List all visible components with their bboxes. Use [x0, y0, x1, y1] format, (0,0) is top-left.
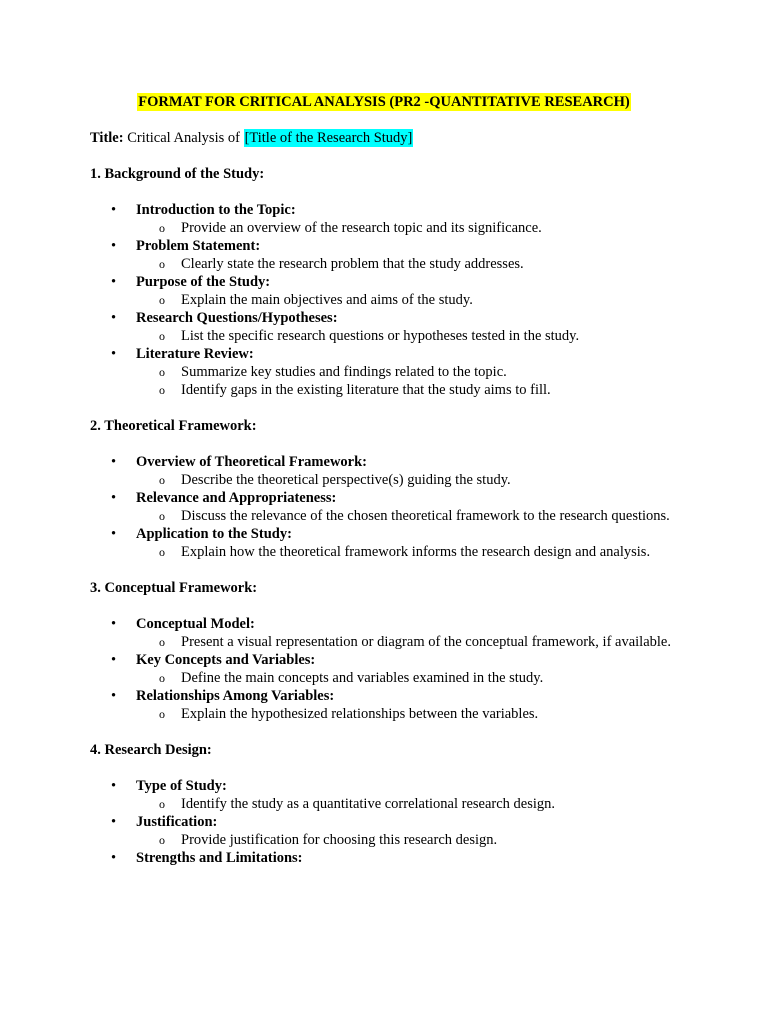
sub-item: [136, 291, 631, 309]
sub-item: [136, 507, 681, 525]
bullet-label: Research Questions/Hypotheses:: [136, 310, 338, 326]
bullet-glyph: •: [111, 814, 117, 830]
sub-item-text: Describe the theoretical perspective(s) guiding the study.: [181, 472, 511, 488]
bullet-item: [90, 813, 690, 849]
section-heading: 1. Background of the Study:: [90, 166, 265, 182]
bullet-glyph: •: [111, 202, 117, 218]
sub-bullet-glyph: o: [159, 293, 165, 307]
sub-item: [136, 381, 631, 399]
sub-item-text: Identify gaps in the existing literature that the study aims to fill.: [181, 382, 551, 398]
sub-bullet-glyph: o: [159, 509, 165, 523]
bullet-list: [90, 453, 690, 561]
sub-item-text: Discuss the relevance of the chosen theoretical framework to the research questions.: [181, 508, 670, 524]
sub-item-text: Explain the hypothesized relationships between the variables.: [181, 706, 539, 722]
bullet-item: [90, 309, 690, 345]
sections-container: [90, 165, 690, 885]
sub-list: [136, 633, 690, 651]
sub-item-text: Clearly state the research problem that the study addresses.: [181, 256, 524, 272]
sub-bullet-glyph: o: [159, 383, 165, 397]
bullet-label: Type of Study:: [136, 778, 227, 794]
sub-item: [136, 669, 631, 687]
sub-list: [136, 795, 690, 813]
sub-list: [136, 219, 690, 237]
title-line: [90, 129, 413, 147]
bullet-glyph: •: [111, 616, 117, 632]
bullet-item: [90, 453, 690, 489]
bullet-label: Key Concepts and Variables:: [136, 652, 316, 668]
sub-bullet-glyph: o: [159, 671, 165, 685]
sub-list: [136, 705, 690, 723]
bullet-item: [90, 651, 690, 687]
sub-list: [136, 291, 690, 309]
sub-item-text: List the specific research questions or hypotheses tested in the study.: [181, 328, 580, 344]
bullet-glyph: •: [111, 238, 117, 254]
title-label: Title:: [90, 130, 124, 146]
bullet-item: [90, 489, 690, 525]
sub-list: [136, 471, 690, 489]
bullet-glyph: •: [111, 274, 117, 290]
bullet-label: Literature Review:: [136, 346, 254, 362]
sub-item-text: Identify the study as a quantitative correlational research design.: [181, 796, 556, 812]
bullet-glyph: •: [111, 688, 117, 704]
bullet-item: [90, 237, 690, 273]
sub-list: [136, 507, 690, 525]
sub-item: [136, 633, 681, 651]
title-text: Critical Analysis of: [127, 130, 244, 146]
sub-list: [136, 327, 690, 345]
bullet-item: [90, 777, 690, 813]
sub-list: [136, 543, 690, 561]
section-heading: 4. Research Design:: [90, 742, 212, 758]
bullet-glyph: •: [111, 850, 117, 866]
bullet-item: [90, 615, 690, 651]
sub-item: [136, 543, 681, 561]
bullet-glyph: •: [111, 454, 117, 470]
document-title-text: FORMAT FOR CRITICAL ANALYSIS (PR2 -QUANTITATIVE RESEARCH): [138, 94, 630, 110]
bullet-label: Relationships Among Variables:: [136, 688, 335, 704]
bullet-list: [90, 201, 690, 399]
bullet-item: [90, 273, 690, 309]
sub-item-text: Provide justification for choosing this research design.: [181, 832, 498, 848]
sub-item: [136, 795, 631, 813]
document-title: [0, 93, 768, 111]
section-heading: 2. Theoretical Framework:: [90, 418, 257, 434]
sub-item: [136, 327, 681, 345]
bullet-label: Justification:: [136, 814, 218, 830]
bullet-item: [90, 201, 690, 237]
bullet-label: Introduction to the Topic:: [136, 202, 296, 218]
sub-bullet-glyph: o: [159, 365, 165, 379]
bullet-label: Conceptual Model:: [136, 616, 255, 632]
bullet-label: Application to the Study:: [136, 526, 292, 542]
bullet-glyph: •: [111, 490, 117, 506]
sub-bullet-glyph: o: [159, 221, 165, 235]
bullet-label: Problem Statement:: [136, 238, 261, 254]
sub-bullet-glyph: o: [159, 797, 165, 811]
bullet-item: [90, 849, 690, 867]
bullet-list: [90, 777, 690, 867]
bullet-glyph: •: [111, 652, 117, 668]
sub-item: [136, 705, 631, 723]
sub-bullet-glyph: o: [159, 473, 165, 487]
bullet-glyph: •: [111, 778, 117, 794]
sub-item-text: Define the main concepts and variables examined in the study.: [181, 670, 544, 686]
bullet-item: [90, 345, 690, 399]
sub-bullet-glyph: o: [159, 545, 165, 559]
title-placeholder: [Title of the Research Study]: [244, 130, 413, 146]
section-heading: 3. Conceptual Framework:: [90, 580, 258, 596]
sub-item: [136, 471, 631, 489]
bullet-item: [90, 687, 690, 723]
sub-bullet-glyph: o: [159, 707, 165, 721]
sub-item-text: Summarize key studies and findings related to the topic.: [181, 364, 507, 380]
bullet-glyph: •: [111, 526, 117, 542]
sub-item: [136, 831, 631, 849]
sub-item-text: Present a visual representation or diagram of the conceptual framework, if available.: [181, 634, 671, 650]
bullet-glyph: •: [111, 310, 117, 326]
sub-bullet-glyph: o: [159, 833, 165, 847]
sub-bullet-glyph: o: [159, 257, 165, 271]
bullet-glyph: •: [111, 346, 117, 362]
sub-item: [136, 255, 631, 273]
bullet-list: [90, 615, 690, 723]
sub-list: [136, 255, 690, 273]
sub-bullet-glyph: o: [159, 635, 165, 649]
sub-bullet-glyph: o: [159, 329, 165, 343]
sub-list: [136, 831, 690, 849]
bullet-label: Strengths and Limitations:: [136, 850, 303, 866]
bullet-label: Relevance and Appropriateness:: [136, 490, 337, 506]
sub-list: [136, 363, 690, 399]
bullet-label: Purpose of the Study:: [136, 274, 271, 290]
bullet-label: Overview of Theoretical Framework:: [136, 454, 367, 470]
sub-item: [136, 219, 631, 237]
sub-list: [136, 669, 690, 687]
sub-item-text: Explain how the theoretical framework informs the research design and analysis.: [181, 544, 651, 560]
bullet-item: [90, 525, 690, 561]
sub-item-text: Explain the main objectives and aims of the study.: [181, 292, 473, 308]
sub-item-text: Provide an overview of the research topic and its significance.: [181, 220, 542, 236]
sub-item: [136, 363, 631, 381]
